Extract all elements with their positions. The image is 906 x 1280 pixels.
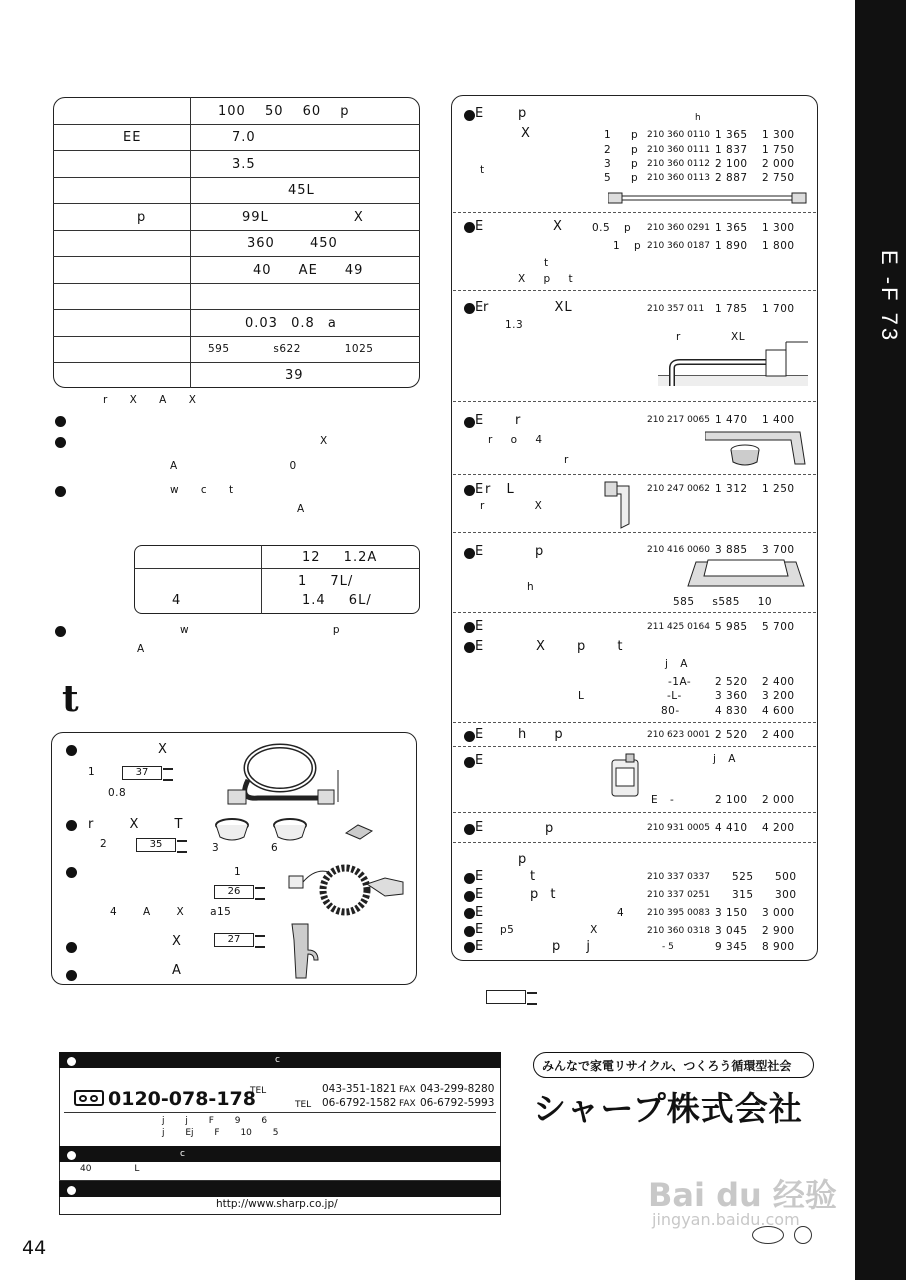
section-heading: t [62, 678, 80, 720]
bullet-icon [464, 417, 475, 428]
spec-row-3-value: 3.5 [232, 157, 256, 172]
option-4-sub: r o 4 [488, 434, 543, 446]
note-5: w p [180, 624, 341, 636]
bullet-icon [464, 908, 475, 919]
extension-hose-icon [608, 190, 808, 206]
tel-2: 06-6792-1582 [322, 1097, 397, 1109]
option-10-b: 4 200 [762, 822, 795, 834]
page-ref-link[interactable]: 27 [214, 933, 254, 947]
option-7-name2: X p t [536, 639, 624, 654]
option-2-code1: 210 360 0291 [647, 223, 710, 233]
bullet-icon [66, 867, 77, 878]
accessory-2-q2: 6 [271, 842, 279, 854]
fax-1: 043-299-8280 [420, 1083, 495, 1095]
page-ref-link[interactable]: 26 [214, 885, 254, 899]
option-2-l1: 0.5 p [592, 222, 632, 234]
contact-bar-1 [59, 1052, 501, 1068]
option-6-code: 210 416 0060 [647, 545, 710, 555]
extension-pipe-diagram [658, 340, 808, 392]
bullet-icon [55, 416, 66, 427]
recycle-slogan-text: みんなで家電リサイクル、つくろう循環型社会 [542, 1059, 792, 1073]
sidebar-label: E -F 73 [877, 250, 902, 344]
bullet-icon [464, 891, 475, 902]
bullet-icon [464, 222, 475, 233]
option-4-name: r [515, 413, 522, 428]
hours-1: j j F 9 6 [162, 1116, 268, 1126]
note-4b: A [297, 503, 305, 515]
option-3-fig2: XL [731, 331, 746, 343]
option-2-b1: 1 300 [762, 222, 795, 234]
packing-ring-icon [214, 815, 374, 845]
accessory-4-name: X [172, 934, 182, 949]
accessory-2-qty: 2 [100, 838, 108, 850]
accessory-1-qty: 1 [88, 766, 96, 778]
accessory-5-name: A [172, 963, 182, 978]
contact-bar-2-text: c [180, 1149, 185, 1159]
page-number: 44 [22, 1237, 47, 1259]
accessory-3-sub: 4 A X a15 [110, 906, 232, 918]
option-3-fig1: r [676, 331, 681, 343]
sidebar-tab [855, 0, 906, 1280]
drain-elbow-icon [705, 428, 810, 468]
website-link[interactable]: http://www.sharp.co.jp/ [216, 1198, 338, 1210]
note-1: r X A X [103, 394, 197, 406]
bullet-icon [55, 437, 66, 448]
option-9-hdr: j A [713, 753, 736, 765]
option-8-name: h p [518, 727, 564, 742]
fax-label-1: FAX [399, 1085, 416, 1095]
water-r1-value: 12 1.2A [302, 550, 378, 565]
option-6-name: p [535, 544, 545, 559]
option-8-b: 2 400 [762, 729, 795, 741]
bullet-icon [464, 942, 475, 953]
floor-pan-icon [684, 556, 808, 592]
option-6-dim: 585 s585 10 [673, 596, 773, 608]
l-joint-icon [603, 478, 635, 530]
option-11-hdr: p [518, 852, 528, 867]
accessory-1-name: X [158, 742, 168, 757]
accessory-2-q1: 3 [212, 842, 220, 854]
option-6-sub: h [527, 581, 535, 593]
water-hose-icon [218, 740, 358, 812]
bullet-icon [464, 731, 475, 742]
option-9-b: 2 000 [762, 794, 795, 806]
contact-bar-3 [59, 1181, 501, 1197]
note-5b: A [137, 643, 145, 655]
spec-row-10-value: 595 s622 1025 [208, 343, 374, 355]
option-4-a: 1 470 [715, 414, 748, 426]
spec-row-5-label: p [137, 210, 147, 225]
option-2-s2: X p t [518, 273, 574, 285]
water-r3-value: 1.4 6L/ [302, 593, 372, 608]
option-3-b: 1 700 [762, 303, 795, 315]
bullet-icon [55, 486, 66, 497]
option-1-sub: X [521, 126, 531, 141]
option-7-b: 5 700 [762, 621, 795, 633]
note-3: X [320, 435, 328, 447]
contact-bar-2 [59, 1146, 501, 1162]
accessory-2-name: r X T [88, 817, 184, 832]
watermark-logo: Bai du 经验 [648, 1176, 837, 1214]
option-7-code: 211 425 0164 [647, 622, 710, 632]
option-2-code2: 210 360 0187 [647, 241, 710, 251]
footer-oval [752, 1226, 784, 1244]
bullet-icon [464, 485, 475, 496]
option-4-code: 210 217 0065 [647, 415, 710, 425]
accessory-1-sub: 0.8 [108, 787, 127, 799]
tel-1: 043-351-1821 [322, 1083, 397, 1095]
spec-row-11-value: 39 [285, 368, 304, 383]
spec-row-9-value: 0.03 0.8 a [245, 316, 337, 331]
bullet-icon [464, 622, 475, 633]
detergent-bottle-icon [610, 752, 640, 798]
bullet-icon [67, 1151, 76, 1160]
bullet-icon [66, 942, 77, 953]
bullet-icon [66, 970, 77, 981]
bullet-icon [464, 110, 475, 121]
footer-circle [794, 1226, 812, 1244]
option-6-a: 3 885 [715, 544, 748, 556]
bullet-icon [464, 303, 475, 314]
option-5-a: 1 312 [715, 483, 748, 495]
accessory-3-qty: 1 [234, 866, 242, 878]
option-9-a: 2 100 [715, 794, 748, 806]
option-7-hdr: j A [665, 658, 688, 670]
option-5-sub: r X [480, 500, 543, 512]
page-ref-link[interactable]: 37 [122, 766, 162, 780]
freedial-number[interactable]: 0120-078-178 [108, 1088, 256, 1110]
option-8-a: 2 520 [715, 729, 748, 741]
fax-label-2: FAX [399, 1099, 416, 1109]
spec-row-1-value: 100 50 60 p [218, 104, 350, 119]
option-7-a: 5 985 [715, 621, 748, 633]
bullet-icon [464, 873, 475, 884]
option-3-sub: 1.3 [505, 319, 524, 331]
note-4: w c t [170, 484, 234, 496]
option-2-l2: 1 p [613, 240, 642, 252]
option-3-code: 210 357 011 [647, 304, 705, 314]
tel-label-1: TEL [250, 1086, 267, 1096]
bullet-icon [67, 1186, 76, 1195]
note-3b: A 0 [170, 460, 297, 472]
company-name: シャープ株式会社 [533, 1089, 803, 1128]
spec-row-2-value: 7.0 [232, 130, 256, 145]
spec-row-7-value: 40 AE 49 [253, 263, 364, 278]
fax-2: 06-6792-5993 [420, 1097, 495, 1109]
drain-hose-icon [285, 858, 410, 918]
option-2-a1: 1 365 [715, 222, 748, 234]
option-6-b: 3 700 [762, 544, 795, 556]
option-2-name: X [553, 219, 563, 234]
spec-row-4-value: 45L [288, 183, 315, 198]
watermark-url: jingyan.baidu.com [652, 1210, 800, 1229]
option-8-code: 210 623 0001 [647, 730, 710, 740]
option-2-s1: t [544, 257, 549, 269]
contact-bar-1-text: c [275, 1055, 280, 1065]
page-ref-link[interactable]: 35 [136, 838, 176, 852]
water-r3-label: 4 [172, 593, 182, 608]
option-5-b: 1 250 [762, 483, 795, 495]
bullet-icon [55, 626, 66, 637]
bullet-icon [464, 757, 475, 768]
spec-row-2-label: EE [123, 130, 142, 145]
option-3-a: 1 785 [715, 303, 748, 315]
option-1-extra: t [480, 164, 485, 176]
option-10-a: 4 410 [715, 822, 748, 834]
bullet-icon [464, 926, 475, 937]
option-3-name: r XL [483, 300, 573, 315]
bullet-icon [464, 824, 475, 835]
spec-row-5-value: 99L X [242, 210, 364, 225]
option-2-b2: 1 800 [762, 240, 795, 252]
hours-2: j Ej F 10 5 [162, 1128, 279, 1138]
option-4-sub2: r [564, 454, 569, 466]
contact-line-2: 40 L [80, 1164, 140, 1174]
option-10-name: p [545, 821, 555, 836]
option-5-code: 210 247 0062 [647, 484, 710, 494]
bullet-icon [66, 745, 77, 756]
bullet-icon [464, 548, 475, 559]
bullet-icon [66, 820, 77, 831]
bullet-icon [464, 642, 475, 653]
option-10-code: 210 931 0005 [647, 823, 710, 833]
water-r2-value: 1 7L/ [298, 574, 354, 589]
option-2-a2: 1 890 [715, 240, 748, 252]
freedial-icon [74, 1090, 104, 1106]
option-1-name: p [518, 106, 528, 121]
hose-hook-icon [284, 920, 324, 982]
page-ref-marker [486, 990, 526, 1004]
tel-label-2: TEL [295, 1100, 312, 1110]
bullet-icon [67, 1057, 76, 1066]
option-9-m: E - [651, 794, 675, 806]
spec-row-6-value: 360 450 [247, 236, 338, 251]
option-5-name: r L [485, 482, 515, 497]
option-4-b: 1 400 [762, 414, 795, 426]
option-1-h: h [695, 113, 701, 123]
